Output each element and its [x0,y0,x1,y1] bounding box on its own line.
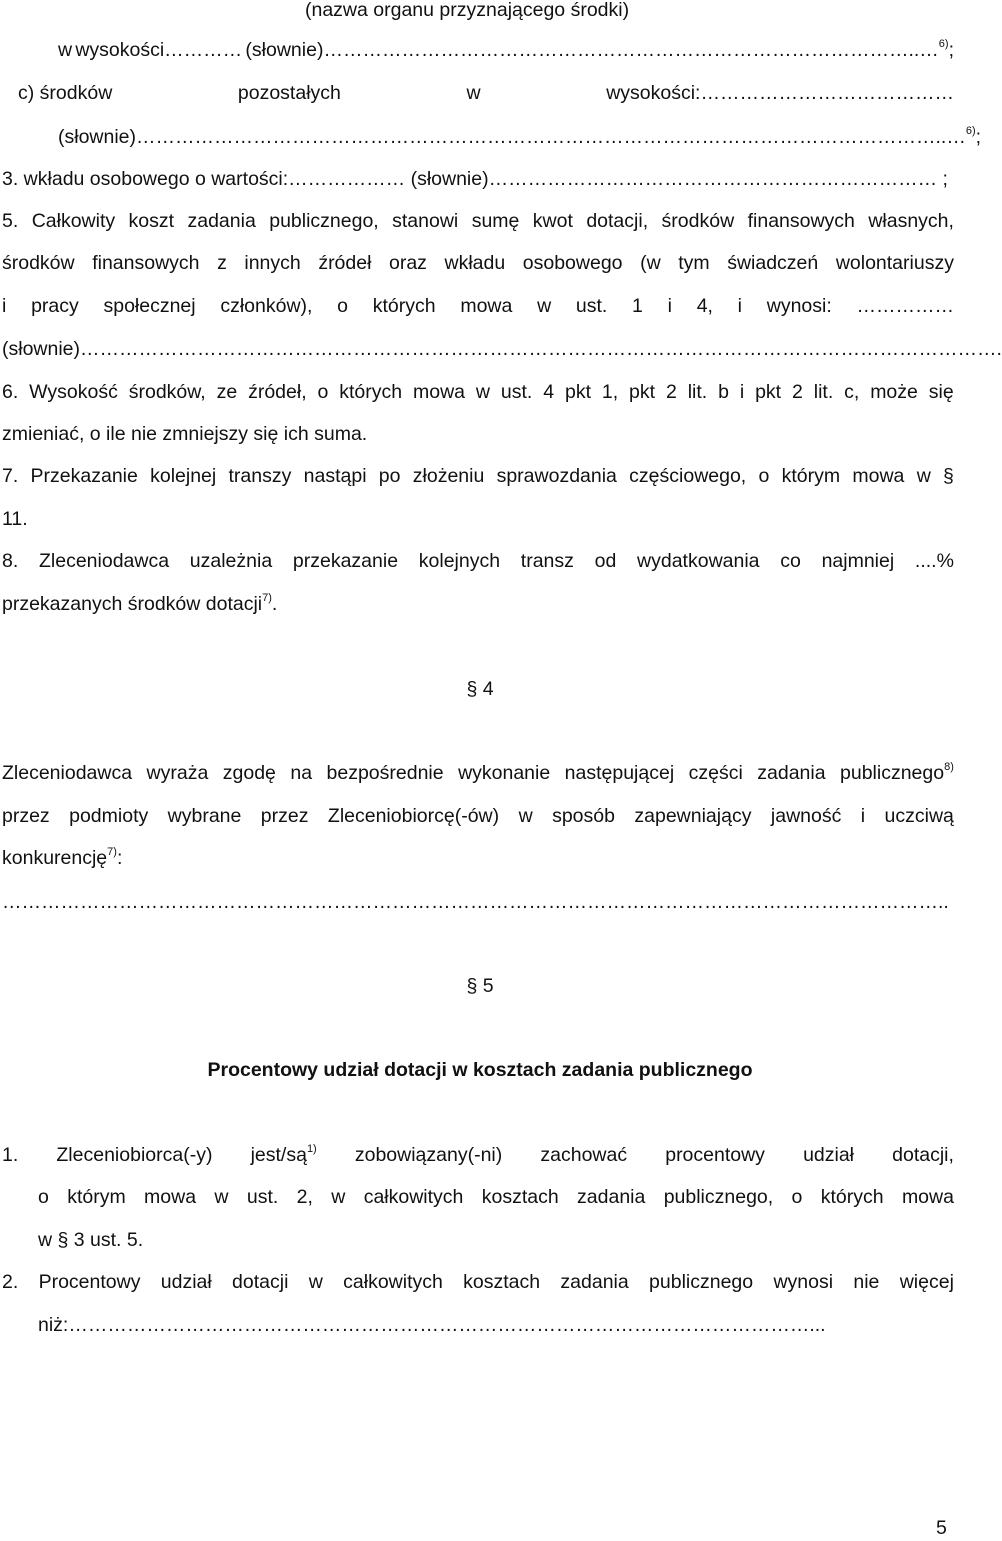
word: Zleceniobiorca(-y) [56,1144,213,1166]
word: osobowego [522,252,623,274]
item-6-line-1 [2,380,954,404]
word: zadania [187,210,256,232]
amount-c-words [58,125,982,149]
word: zachować [540,1144,628,1166]
word: mowa [144,1186,197,1208]
word: bezpośrednie [326,762,444,784]
section-4-line-3-tail: : [116,847,123,869]
word: mowa [413,381,466,403]
word: o [337,295,349,317]
section-4-heading: § 4 [466,678,494,700]
word: w [537,295,552,317]
word: zadania [577,1186,646,1208]
word: o [317,381,329,403]
word: Całkowity [31,210,116,232]
word: w [308,1271,323,1293]
amount-c-words-text: (słownie)……………………………………………………………………………………………………………..… [58,126,966,148]
word: oraz [389,252,427,274]
word: świadczeń [727,252,819,274]
item-5-line-1 [2,209,954,233]
word: Wysokość [29,381,118,403]
word: stanowi [392,210,459,232]
word-with-footnote [251,1143,317,1167]
word: 8. [2,550,19,572]
word: w [475,381,491,403]
word: przez [260,805,309,827]
word: 5. [2,210,19,232]
section-4-line-2 [2,804,954,828]
word: uzależnia [189,550,273,572]
amount-c-words-tail: ; [975,126,982,148]
word: lit. [813,381,834,403]
word: Zleceniobiorcę(-ów) [327,805,500,827]
word: o [791,1186,803,1208]
word: 4 [543,381,555,403]
tail: ; [948,39,954,61]
word: udział [803,1144,855,1166]
word: transz [520,550,574,572]
section-4-line-1 [2,761,954,785]
word: nie [853,1271,880,1293]
word: 4, [696,295,713,317]
word: pkt [629,381,656,403]
word: podmioty [69,805,149,827]
word: tym [678,252,710,274]
footnote-ref: 1) [306,1143,317,1155]
footnote-ref: 7) [262,592,272,604]
word: wyraża [146,762,209,784]
item-5-line-3 [2,294,954,318]
footnote-ref: 7) [107,846,117,858]
word: członków), [220,295,313,317]
word: którym [67,1186,126,1208]
word: Przekazanie [30,465,138,487]
word: b [718,381,729,403]
section-5-p1-line-1 [2,1143,954,1167]
section-5-p1-line-2 [38,1185,954,1209]
item-8-line-2-tail: . [271,593,278,615]
word: wysokości:………………………………… [606,82,954,104]
word: 2 [791,381,803,403]
word: źródeł, [248,381,307,403]
word: innych [244,252,301,274]
word: wysokości………… [75,39,243,61]
word: się [928,381,954,403]
section-5-p2-line-1 [2,1270,954,1294]
section-5-heading: § 5 [466,975,494,997]
organ-label: (nazwa organu przyznającego środki) [305,0,630,21]
word: najmniej [821,550,895,572]
word: (w [640,252,661,274]
word: pracy [31,295,79,317]
word: więcej [899,1271,954,1293]
word: dotacji, [892,1144,954,1166]
word: kosztach [481,1186,559,1208]
word: i [739,381,745,403]
word: mowa [901,1186,954,1208]
word: i [2,295,7,317]
word: przez [2,805,50,827]
word: procentowy [665,1144,765,1166]
section-4-dots: ……………………………………………………………………………………………………………………………….. [2,891,949,913]
word: mowa [852,465,905,487]
word: środków [2,252,75,274]
word: transzy [228,465,292,487]
item-8-line-1 [2,549,954,573]
word: ust. [500,381,533,403]
word: 7. [2,465,19,487]
word: źródeł [318,252,372,274]
word: własnych, [868,210,954,232]
word: 6. [2,381,19,403]
word: c, [844,381,860,403]
word: dotacji, [586,210,649,232]
word: częściowego, [629,465,747,487]
word: co [780,550,801,572]
word: kosztach [463,1271,541,1293]
word: 2. [2,1271,19,1293]
word: lit. [687,381,708,403]
word: (słownie)………………………………………………………………………………..… [245,39,939,61]
word: ust. [246,1186,279,1208]
word: sprawozdania [496,465,617,487]
word: z [217,252,227,274]
word: kwot [532,210,573,232]
page-number: 5 [936,1517,947,1539]
word: społecznej [103,295,196,317]
item-7-line-2: 11. [2,508,28,530]
word: zadania [757,762,826,784]
word: c) środków [18,82,113,104]
word: może [870,381,918,403]
word: których [372,295,436,317]
word: jest/są [250,1144,307,1166]
word: sumę [471,210,520,232]
word: których [339,381,403,403]
word: pozostałych [237,82,341,104]
word: o [758,465,770,487]
word: wydatkowania [637,550,760,572]
footnote-ref: 6) [938,38,949,50]
word: 2, [296,1186,313,1208]
word: ust. [575,295,608,317]
word: zgodę [222,762,276,784]
word: wybrane [167,805,242,827]
word: 2 [665,381,677,403]
word: złożeniu [412,465,485,487]
item-7-line-1 [2,464,954,488]
word: zapewniający [634,805,752,827]
word: następującej [564,762,675,784]
word-with-footnote [840,761,954,785]
word: środków, [128,381,206,403]
word: nastąpi [303,465,367,487]
word: w [466,82,481,104]
word: wolontariuszy [835,252,954,274]
word: zadania [560,1271,629,1293]
word: ze [216,381,238,403]
word: publicznego [840,762,945,784]
section-5-p1-line-3: w § 3 ust. 5. [38,1229,144,1251]
word: i [667,295,672,317]
word: publicznego [649,1271,754,1293]
word: w [58,39,73,61]
word: publicznego, [663,1186,774,1208]
item-6-line-2: zmieniać, o ile nie zmniejszy się ich suma. [2,423,368,445]
word: ....% [914,550,954,572]
amount-b-line [58,38,954,62]
footnote-ref: 6) [965,125,976,137]
word: całkowitych [343,1271,443,1293]
section-5-title: Procentowy udział dotacji w kosztach zadania publicznego [207,1059,753,1081]
word: jawność [770,805,842,827]
word: 1. [2,1144,19,1166]
word: 1, [601,381,619,403]
word: mowa [460,295,513,317]
word: i [737,295,743,317]
item-5-line-4: (słownie)……………………………………………………………………………………………………………………………. [2,338,1002,360]
word: w [518,805,533,827]
footnote-ref: 8) [944,761,954,773]
word: którym [781,465,841,487]
word: dotacji [232,1271,289,1293]
section-4-line-3-text: konkurencję [2,847,108,869]
word: środków [661,210,735,232]
word: Zleceniodawca [2,762,133,784]
word: wykonanie [458,762,551,784]
amount-c-line [18,81,954,105]
section-5-p2-line-2: niż:……………………………………………………………………………………………………... [38,1314,826,1336]
word: o [38,1186,49,1208]
word: i [860,805,866,827]
word: 1 [632,295,643,317]
word: po [378,465,401,487]
word: § [943,465,954,487]
item-8-line-2 [2,592,277,616]
word: kolejnej [150,465,217,487]
word: zobowiązany(-ni) [354,1144,503,1166]
word: koszt [128,210,175,232]
section-4-line-3 [2,846,122,870]
word: kolejnych [418,550,501,572]
item-5-line-2 [2,251,954,275]
word: wynosi: [766,295,832,317]
word: finansowych [747,210,855,232]
word: wkładu [444,252,506,274]
word: których [820,1186,884,1208]
word: sposób [552,805,615,827]
word: w [916,465,931,487]
word: Zleceniodawca [38,550,170,572]
word: udział [160,1271,212,1293]
word: uczciwą [884,805,954,827]
item-3: 3. wkładu osobowego o wartości:……………… (słownie)…………………………………………………………… ; [2,168,948,190]
word: pkt [755,381,782,403]
word-with-footnote [245,38,954,62]
word: na [290,762,313,784]
word: w [214,1186,229,1208]
item-8-line-2-text: przekazanych środków dotacji [2,593,263,615]
word: pkt [564,381,591,403]
word: Procentowy [38,1271,141,1293]
word: wynosi [773,1271,834,1293]
word: całkowitych [363,1186,464,1208]
word: …………… [856,295,954,317]
word: przekazanie [292,550,399,572]
word: części [688,762,743,784]
word: publicznego, [269,210,379,232]
word: w [331,1186,346,1208]
word: finansowych [92,252,200,274]
word: od [594,550,617,572]
